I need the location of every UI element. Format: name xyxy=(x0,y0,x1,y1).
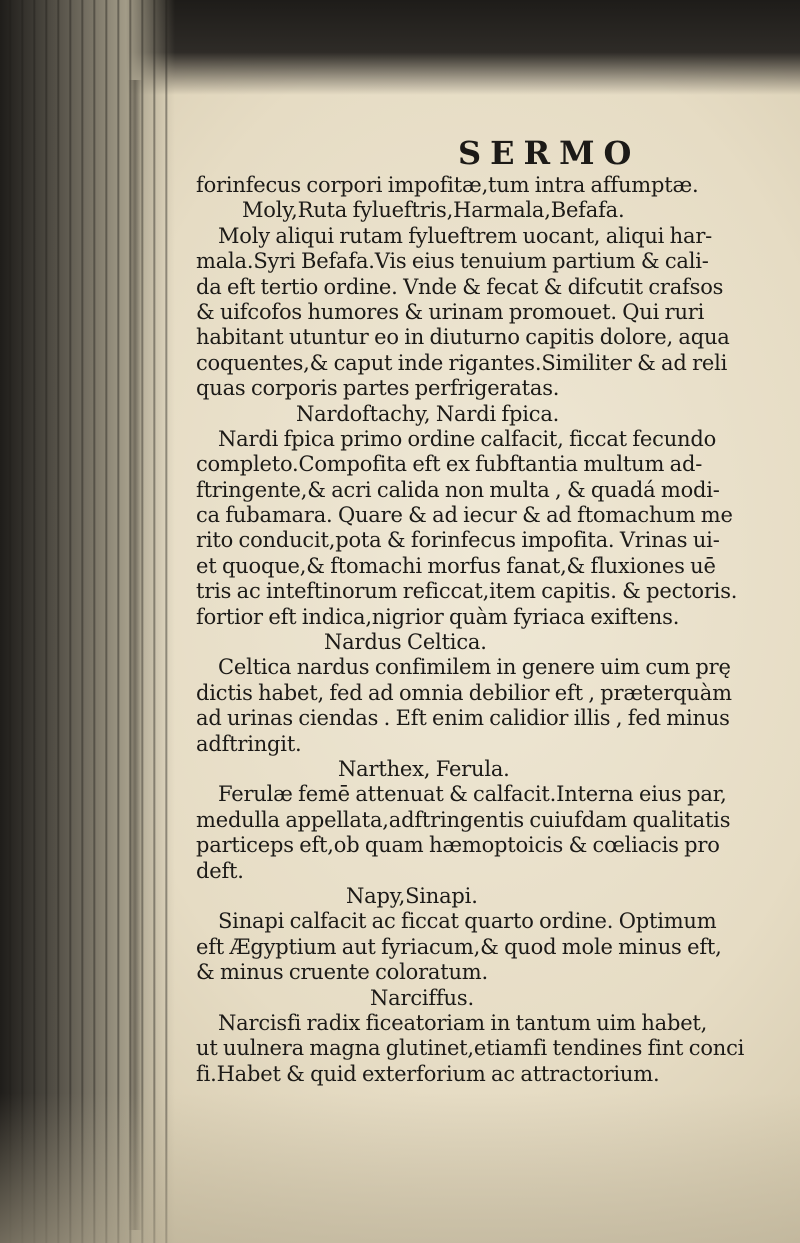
text-line: Ferulæ femē attenuat & calfacit.Interna eius par, xyxy=(218,782,727,807)
running-header: SERMO xyxy=(458,134,641,172)
section-heading: Moly,Ruta fylueftris,Harmala,Befafa. xyxy=(242,198,625,223)
text-line: fortior eft indica,nigrior quàm fyriaca exiftens. xyxy=(196,604,680,629)
text-line: eft Ægyptium aut fyriacum,& quod mole minus eft, xyxy=(196,934,722,959)
section-heading: Narciffus. xyxy=(370,985,474,1010)
section-heading: Nardus Celtica. xyxy=(324,630,487,655)
text-line: da eft tertio ordine. Vnde & fecat & difcutit crafsos xyxy=(196,274,724,299)
text-line: adftringit. xyxy=(196,731,302,756)
text-line: completo.Compofita eft ex fubftantia multum ad- xyxy=(196,452,703,477)
book-gutter xyxy=(0,0,175,1243)
text-line: ad urinas ciendas . Eft enim calidior illis , fed minus xyxy=(196,706,730,731)
section-heading: Napy,Sinapi. xyxy=(346,883,478,908)
text-line: coquentes,& caput inde rigantes.Similiter & ad reli xyxy=(196,350,728,375)
text-line: ca fubamara. Quare & ad iecur & ad ftomachum me xyxy=(196,503,733,528)
text-line: rito conducit,pota & forinfecus impofita. Vrinas ui- xyxy=(196,528,720,553)
text-line: & uifcofos humores & urinam promouet. Qui ruri xyxy=(196,299,705,324)
section-heading: Narthex, Ferula. xyxy=(338,756,510,781)
text-line: habitant utuntur eo in diuturno capitis dolore, aqua xyxy=(196,325,730,350)
text-line: Celtica nardus confimilem in genere uim cum prę xyxy=(218,655,731,680)
text-line: Narcisfi radix ficeatoriam in tantum uim habet, xyxy=(218,1010,708,1035)
text-block xyxy=(196,173,796,1087)
text-line: particeps eft,ob quam hæmoptoicis & cœliacis pro xyxy=(196,833,720,858)
text-line: Nardi fpica primo ordine calfacit, ficcat fecundo xyxy=(218,426,717,451)
text-line: ftringente,& acri calida non multa , & quadá modi- xyxy=(196,477,720,502)
bottom-fade xyxy=(0,1093,800,1243)
text-line: fi.Habet & quid exterforium ac attractorium. xyxy=(196,1061,660,1086)
text-line: medulla appellata,adftringentis cuiufdam qualitatis xyxy=(196,807,731,832)
text-line: ut uulnera magna glutinet,etiamfi tendines fint conci xyxy=(196,1036,745,1061)
text-line: Sinapi calfacit ac ficcat quarto ordine. Optimum xyxy=(218,909,717,934)
text-line: quas corporis partes perfrigeratas. xyxy=(196,376,560,401)
text-line: deft. xyxy=(196,858,244,883)
page-body xyxy=(196,133,796,1087)
text-line: dictis habet, fed ad omnia debilior eft , præterquàm xyxy=(196,680,732,705)
text-line: et quoque,& ftomachi morfus fanat,& fluxiones uē xyxy=(196,553,716,578)
text-line: tris ac inteftinorum reficcat,item capitis. & pectoris. xyxy=(196,579,738,604)
section-heading: Nardoftachy, Nardi fpica. xyxy=(296,401,560,426)
text-line: forinfecus corpori impofitæ,tum intra affumptæ. xyxy=(196,173,699,197)
text-line: mala.Syri Befafa.Vis eius tenuium partium & cali- xyxy=(196,249,709,274)
gutter-edge xyxy=(128,80,142,1230)
text-line: Moly aliqui rutam fylueftrem uocant, aliqui har- xyxy=(218,223,713,248)
text-line: & minus cruente coloratum. xyxy=(196,960,488,985)
